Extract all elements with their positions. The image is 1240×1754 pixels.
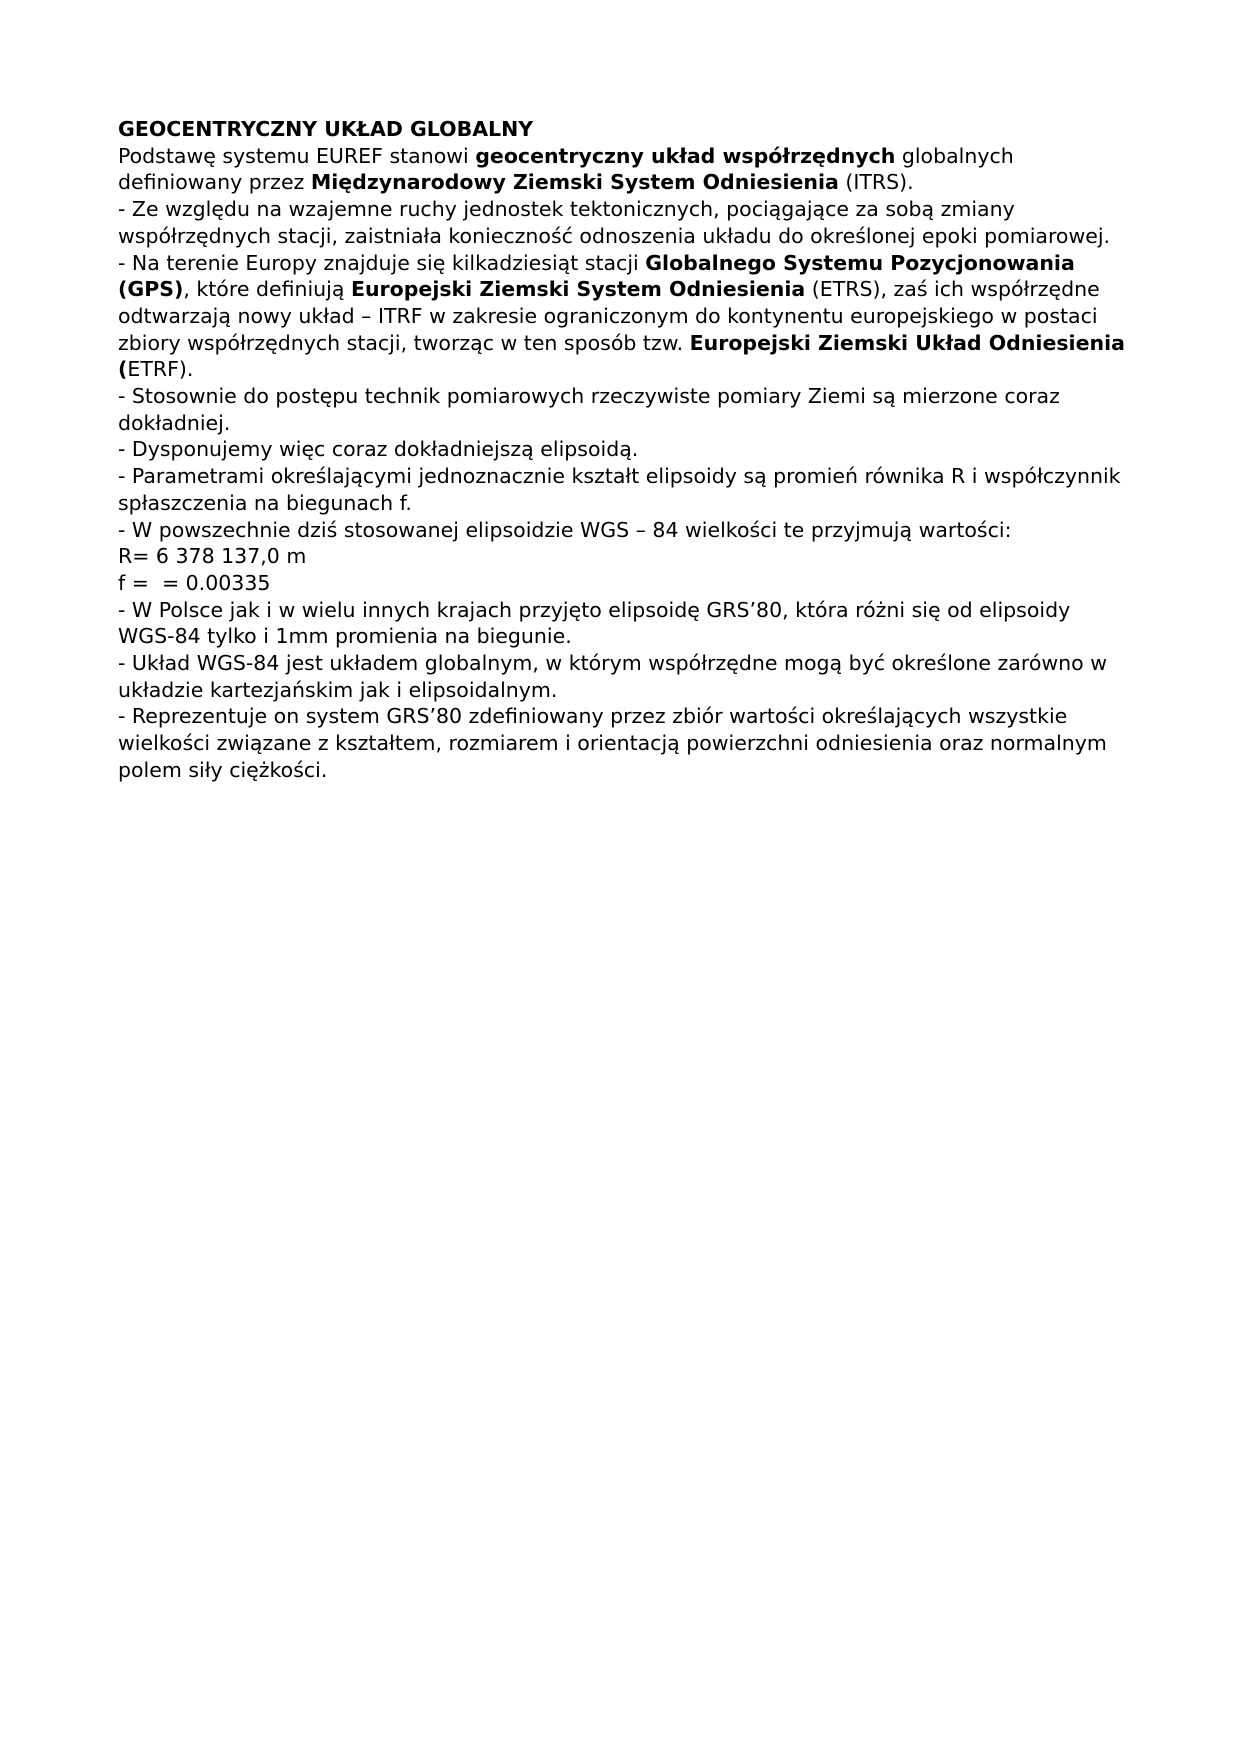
text-span: - Na terenie Europy znajduje się kilkadziesiąt stacji (118, 250, 646, 275)
text-span: , które definiują (183, 277, 351, 302)
paragraph-measurements: - Stosownie do postępu technik pomiarowych rzeczywiste pomiary Ziemi są mierzone coraz dokładniej. (118, 384, 1060, 435)
document-page (118, 116, 1130, 784)
bold-term-itrs: Międzynarodowy Ziemski System Odniesienia (310, 170, 839, 195)
paragraph-grs80-poland: - W Polsce jak i w wielu innych krajach przyjęto elipsoidę GRS’80, która różni się od elipsoidy WGS-84 tylko i 1mm promienia na biegunie. (118, 597, 1071, 649)
text-span: (ITRS). (838, 170, 914, 195)
bold-term-geocentric-system: geocentryczny układ współrzędnych (475, 143, 896, 168)
paragraph-ellipsoid-accuracy: - Dysponujemy więc coraz dokładniejszą elipsoidą. (118, 437, 639, 462)
paragraph-wgs84-values: - W powszechnie dziś stosowanej elipsoidzie WGS – 84 wielkości te przyjmują wartości: (118, 517, 1012, 542)
formula-flattening: f = = 0.00335 (118, 570, 271, 595)
text-span: ETRF). (127, 357, 194, 382)
document-title: GEOCENTRYCZNY UKŁAD GLOBALNY (118, 117, 534, 141)
paragraph-grs80-definition: - Reprezentuje on system GRS’80 zdefiniowany przez zbiór wartości określających wszystkie wielkości związane z kształtem, rozmiarem i orientacją powierzchni odniesienia oraz normalnym polem siły ciężkości. (118, 704, 1107, 782)
paragraph-euref-basis (118, 143, 1130, 196)
paragraph-wgs84-global: - Układ WGS-84 jest układem globalnym, w którym współrzędne mogą być określone zarówno w układzie kartezjańskim jak i elipsoidalnym. (118, 651, 1107, 702)
formula-radius: R= 6 378 137,0 m (118, 544, 307, 569)
paragraph-gps-stations (118, 250, 1130, 384)
bold-term-etrs: Europejski Ziemski System Odniesienia (350, 277, 806, 302)
bold-term-gps: Globalnego Systemu Pozycjonowania (GPS) (118, 250, 1075, 302)
bold-term-etrf: Europejski Ziemski Układ Odniesienia ( (118, 330, 1125, 382)
paragraph-parameters: - Parametrami określającymi jednoznacznie kształt elipsoidy są promień równika R i współczynnik spłaszczenia na biegunach f. (118, 464, 1121, 515)
text-span: (ETRS), zaś ich współrzędne odtwarzają nowy układ – ITRF w zakresie ograniczonym do kontynentu europejskiego w postaci zbiory współrzędnych stacji, tworząc w ten sposób tzw. (118, 277, 1100, 355)
text-span: globalnych definiowany przez (118, 143, 1014, 195)
text-span: Podstawę systemu EUREF stanowi (118, 143, 476, 168)
paragraph-tectonic: - Ze względu na wzajemne ruchy jednostek tektonicznych, pociągające za sobą zmiany współrzędnych stacji, zaistniała konieczność odnoszenia układu do określonej epoki pomiarowej. (118, 197, 1111, 248)
